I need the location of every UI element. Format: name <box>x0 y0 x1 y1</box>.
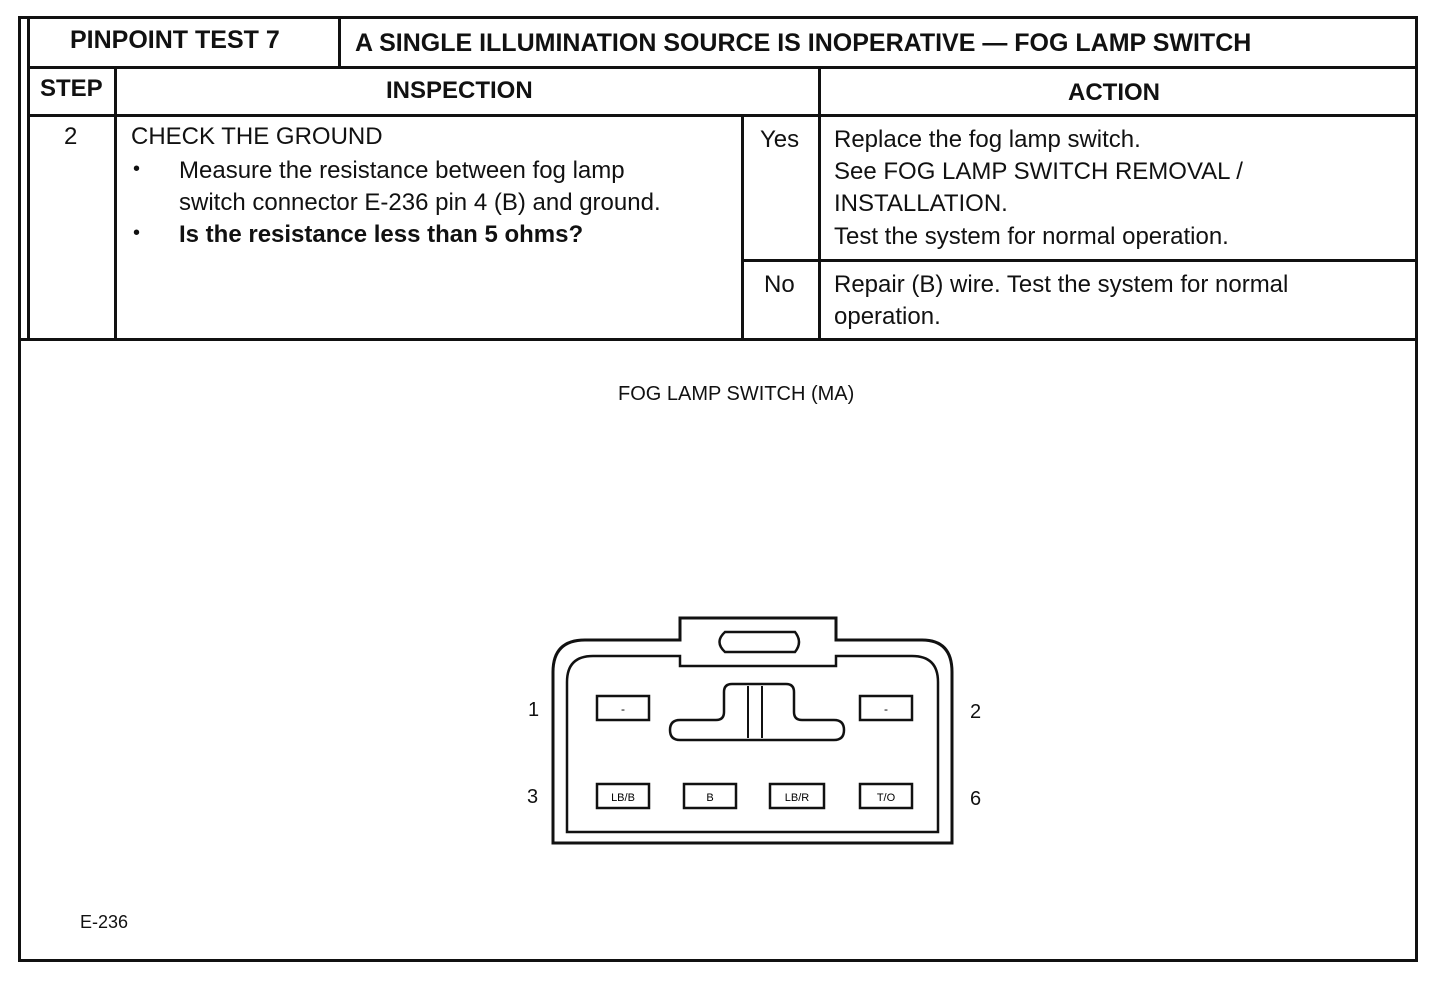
terminal-6-label: T/O <box>876 792 896 804</box>
column-step: STEP <box>40 75 103 102</box>
pin-label-1: 1 <box>528 699 540 721</box>
rule-under-columns <box>27 114 1418 117</box>
action-yes-line-3: INSTALLATION. <box>834 190 1008 217</box>
terminal-5-label: LB/R <box>784 792 810 804</box>
answer-yes-label: Yes <box>760 126 800 153</box>
rule-under-table <box>18 338 1418 341</box>
terminal-4-label: B <box>706 792 714 804</box>
pin-label-3: 3 <box>527 786 539 808</box>
pin-label-6: 6 <box>970 788 982 810</box>
inspection-bullet-1-line-2: switch connector E-236 pin 4 (B) and ground. <box>179 189 661 216</box>
action-yes-line-4: Test the system for normal operation. <box>834 223 1229 250</box>
rule-under-header <box>27 66 1418 69</box>
step-number: 2 <box>64 123 78 150</box>
rule-step-divider <box>114 66 117 341</box>
rule-answer-divider <box>741 114 744 341</box>
action-no-line-1: Repair (B) wire. Test the system for normal <box>834 271 1289 298</box>
column-action: ACTION <box>1068 79 1160 106</box>
column-inspection: INSPECTION <box>386 77 533 104</box>
rule-between-yes-no <box>742 259 1418 262</box>
connector-id: E-236 <box>80 912 129 932</box>
rule-action-divider <box>818 66 821 341</box>
inspection-bullet-1-line-1: Measure the resistance between fog lamp <box>179 157 625 184</box>
terminal-2-label: - <box>884 702 888 716</box>
diagram-title: FOG LAMP SWITCH (MA) <box>618 383 855 405</box>
terminal-3-label: LB/B <box>611 792 635 804</box>
bullet-icon: • <box>133 158 141 180</box>
rule-header-divider <box>338 16 341 68</box>
test-title: A SINGLE ILLUMINATION SOURCE IS INOPERATIVE — FOG LAMP SWITCH <box>355 29 1252 57</box>
test-label: PINPOINT TEST 7 <box>70 26 280 54</box>
action-yes-line-1: Replace the fog lamp switch. <box>834 126 1141 153</box>
answer-no-label: No <box>764 271 795 298</box>
rule-left-table <box>27 16 30 341</box>
pin-label-2: 2 <box>970 701 982 723</box>
inspection-question: Is the resistance less than 5 ohms? <box>179 221 584 248</box>
inspection-heading: CHECK THE GROUND <box>131 123 383 150</box>
action-no-line-2: operation. <box>834 303 941 330</box>
terminal-1-label: - <box>621 702 625 716</box>
action-yes-line-2: See FOG LAMP SWITCH REMOVAL / <box>834 158 1243 185</box>
bullet-icon: • <box>133 222 141 244</box>
